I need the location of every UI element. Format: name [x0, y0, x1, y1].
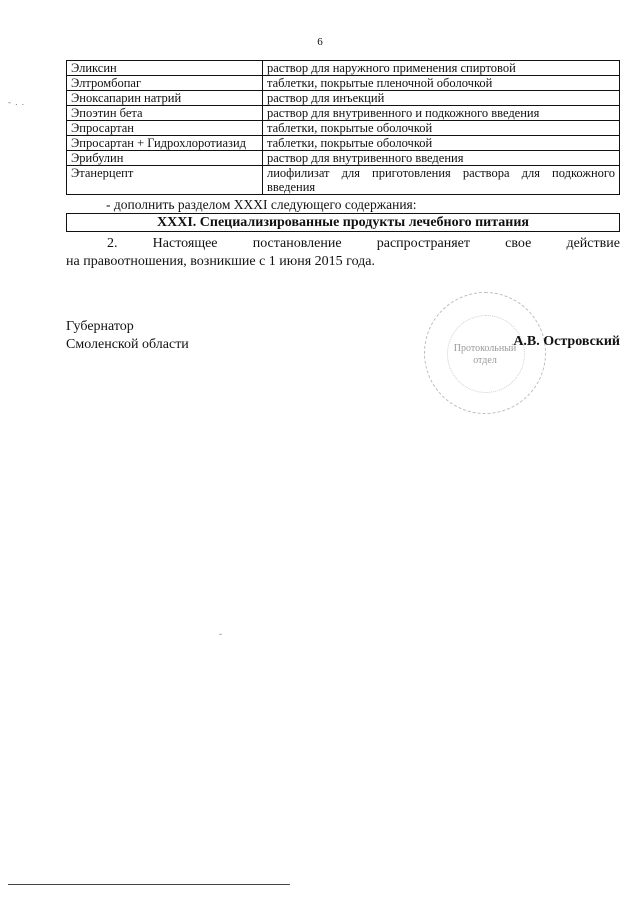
table-row	[67, 61, 620, 76]
stamp-text-line-1: Протокольный	[453, 343, 517, 354]
dosage-form-cell: раствор для инъекций	[263, 91, 620, 106]
drug-forms-table	[66, 60, 620, 195]
addition-instruction: - дополнить разделом XXXI следующего содержания:	[106, 197, 417, 212]
drug-name-cell: Эликсин	[67, 61, 263, 76]
drug-name-cell: Эпросартан	[67, 121, 263, 136]
drug-name-cell: Эрибулин	[67, 151, 263, 166]
table-row	[67, 136, 620, 151]
table-row	[67, 121, 620, 136]
scan-artifact-tick: ˇ	[219, 632, 222, 642]
dosage-form-cell: таблетки, покрытые оболочкой	[263, 121, 620, 136]
dosage-form-cell: раствор для внутривенного и подкожного введения	[263, 106, 620, 121]
signature-title-line-1: Губернатор	[66, 319, 134, 334]
scan-artifact-mark: - . .	[8, 97, 25, 107]
signatory-name: А.В. Островский	[513, 334, 620, 349]
signature-title-line-2: Смоленской области	[66, 337, 189, 352]
paragraph-word: распространяет	[376, 236, 470, 251]
table-row	[67, 76, 620, 91]
drug-name-cell: Этанерцепт	[67, 166, 263, 195]
paragraph-line-2: на правоотношения, возникшие с 1 июня 2015 года.	[66, 254, 376, 269]
dosage-form-cell: таблетки, покрытые пленочной оболочкой	[263, 76, 620, 91]
table-row	[67, 106, 620, 121]
footer-rule	[8, 884, 290, 885]
paragraph-word: постановление	[252, 236, 342, 251]
paragraph-word: Настоящее	[152, 236, 218, 251]
paragraph-line-1	[66, 235, 620, 253]
drug-name-cell: Эноксапарин натрий	[67, 91, 263, 106]
drug-name-cell: Эпоэтин бета	[67, 106, 263, 121]
drug-name-cell: Эпросартан + Гидрохлоротиазид	[67, 136, 263, 151]
paragraph-word: 2.	[107, 236, 118, 251]
section-title: XXXI. Специализированные продукты лечебного питания	[66, 213, 620, 232]
table-row	[67, 151, 620, 166]
dosage-form-cell: раствор для наружного применения спиртовой	[263, 61, 620, 76]
signature-title	[66, 318, 189, 354]
paragraph-word: действие	[566, 236, 620, 251]
effective-date-paragraph	[66, 235, 620, 271]
table-row	[67, 91, 620, 106]
dosage-form-cell: таблетки, покрытые оболочкой	[263, 136, 620, 151]
dosage-form-cell: раствор для внутривенного введения	[263, 151, 620, 166]
page-number: 6	[317, 36, 323, 48]
drug-name-cell: Элтромбопаг	[67, 76, 263, 91]
table-row	[67, 166, 620, 195]
paragraph-word: свое	[505, 236, 532, 251]
dosage-form-cell: лиофилизат для приготовления раствора для подкожного введения	[263, 166, 620, 195]
stamp-text-line-2: отдел	[473, 355, 497, 366]
official-stamp	[424, 292, 546, 414]
